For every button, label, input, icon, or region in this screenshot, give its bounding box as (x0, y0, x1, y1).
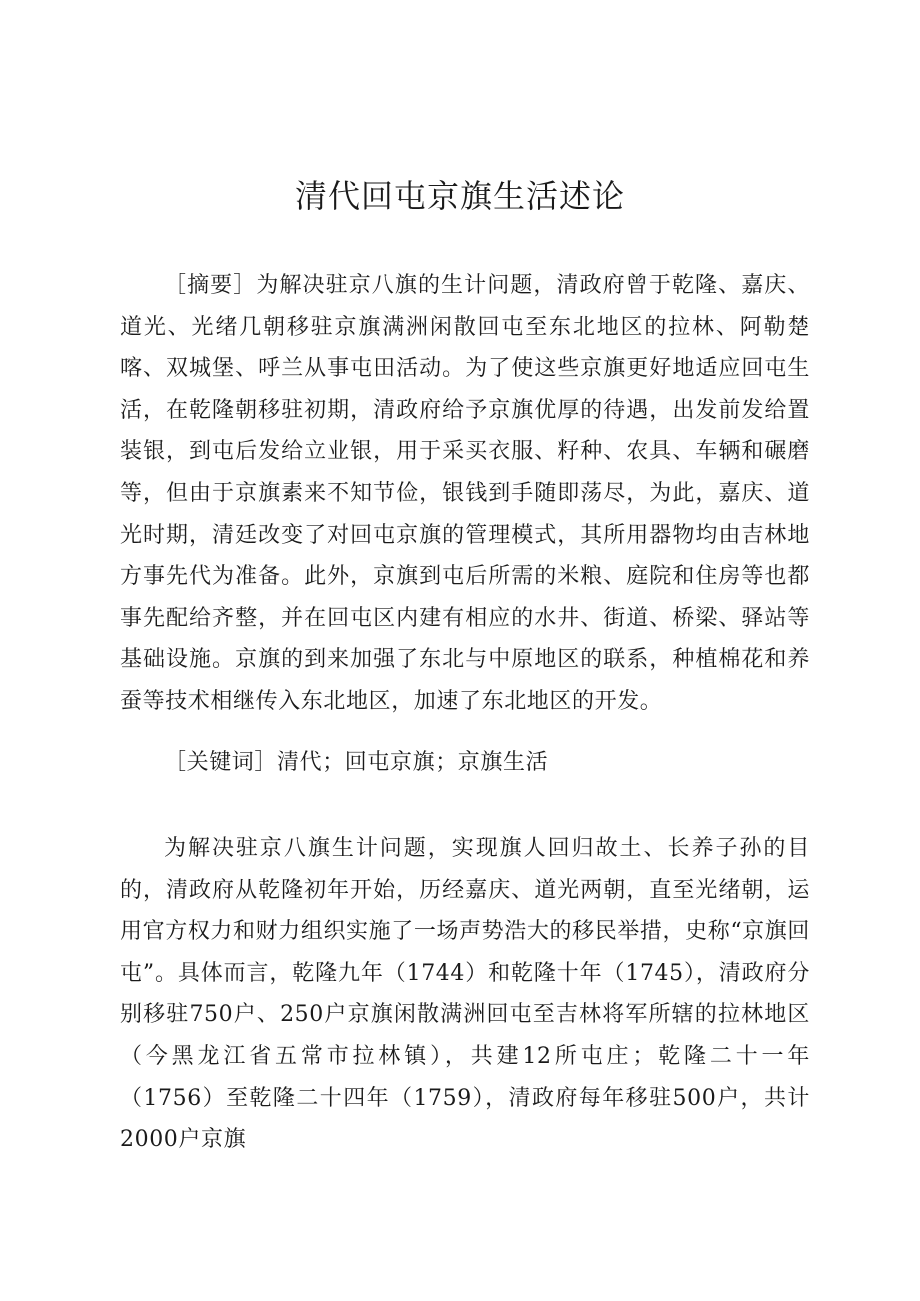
keywords-section (120, 742, 810, 784)
abstract-paragraph: ［摘要］为解决驻京八旗的生计问题，清政府曾于乾隆、嘉庆、道光、光绪几朝移驻京旗满洲闲散回屯至东北地区的拉林、阿勒楚喀、双城堡、呼兰从事屯田活动。为了使这些京旗更好地适应回屯生活，在乾隆朝移驻初期，清政府给予京旗优厚的待遇，出发前发给置装银，到屯后发给立业银，用于采买衣服、籽种、农具、车辆和碾磨等，但由于京旗素来不知节俭，银钱到手随即荡尽，为此，嘉庆、道光时期，清廷改变了对回屯京旗的管理模式，其所用器物均由吉林地方事先代为准备。此外，京旗到屯后所需的米粮、庭院和住房等也都事先配给齐整，并在回屯区内建有相应的水井、街道、桥梁、驿站等基础设施。京旗的到来加强了东北与中原地区的联系，种植棉花和养蚕等技术相继传入东北地区，加速了东北地区的开发。 (120, 273, 810, 714)
intro-section (120, 828, 810, 1161)
abstract-section (120, 265, 810, 723)
keywords-paragraph: ［关键词］清代；回屯京旗；京旗生活 (164, 750, 549, 775)
intro-paragraph: 为解决驻京八旗生计问题，实现旗人回归故土、长养子孙的目的，清政府从乾隆初年开始，历经嘉庆、道光两朝，直至光绪朝，运用官方权力和财力组织实施了一场声势浩大的移民举措，史称“京旗回屯”。具体而言，乾隆九年（1744）和乾隆十年（1745），清政府分别移驻750户、250户京旗闲散满洲回屯至吉林将军所辖的拉林地区（今黑龙江省五常市拉林镇），共建12所屯庄；乾隆二十一年（1756）至乾隆二十四年（1759），清政府每年移驻500户，共计2000户京旗 (120, 836, 810, 1153)
document-title: 清代回屯京旗生活述论 (294, 177, 625, 215)
